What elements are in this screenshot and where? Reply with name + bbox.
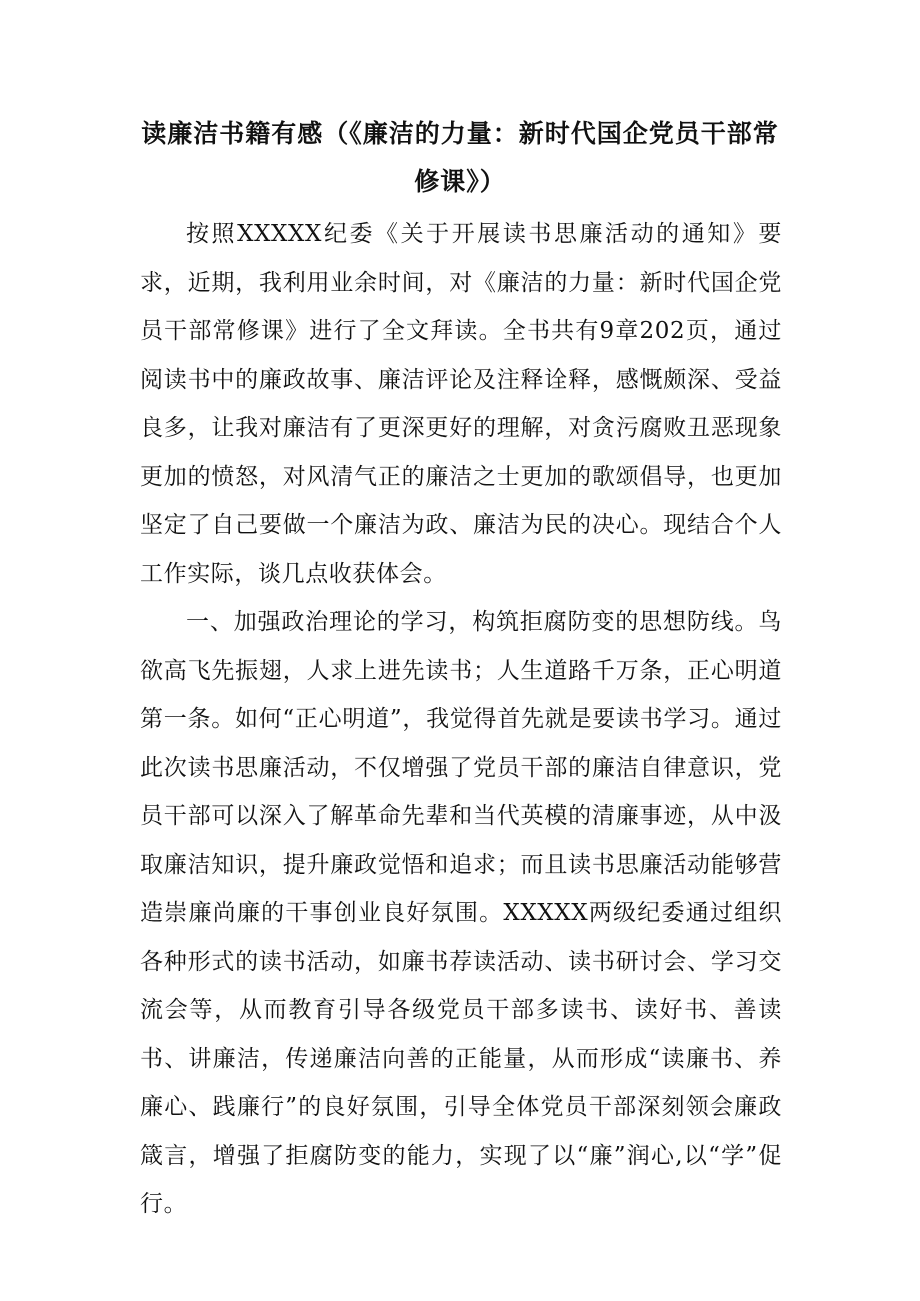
document-title: 读廉洁书籍有感（《廉洁的力量：新时代国企党员干部常修课》） [141,119,779,196]
document-body [140,210,782,1229]
paragraph-intro: 按照XXXXX纪委《关于开展读书思廉活动的通知》要求，近期，我利用业余时间，对《廉洁的力量：新时代国企党员干部常修课》进行了全文拜读。全书共有9章202页，通过阅读书中的廉政故事、廉洁评论及注释诠释，感慨颇深、受益良多，让我对廉洁有了更深更好的理解，对贪污腐败丑恶现象更加的愤怒，对风清气正的廉洁之士更加的歌颂倡导，也更加坚定了自己要做一个廉洁为政、廉洁为民的决心。现结合个人工作实际，谈几点收获体会。 [140,221,782,587]
paragraph-section-one: 一、加强政治理论的学习，构筑拒腐防变的思想防线。鸟欲高飞先振翅，人求上进先读书；人生道路千万条，正心明道第一条。如何“正心明道”，我觉得首先就是要读书学习。通过此次读书思廉活动，不仅增强了党员干部的廉洁自律意识，党员干部可以深入了解革命先辈和当代英模的清廉事迹，从中汲取廉洁知识，提升廉政觉悟和追求；而且读书思廉活动能够营造崇廉尚廉的干事创业良好氛围。XXXXX两级纪委通过组织各种形式的读书活动，如廉书荐读活动、读书研讨会、学习交流会等，从而教育引导各级党员干部多读书、读好书、善读书、讲廉洁，传递廉洁向善的正能量，从而形成“读廉书、养廉心、践廉行”的良好氛围，引导全体党员干部深刻领会廉政箴言，增强了拒腐防变的能力，实现了以“廉”润心,以“学”促行。 [140,609,782,1217]
